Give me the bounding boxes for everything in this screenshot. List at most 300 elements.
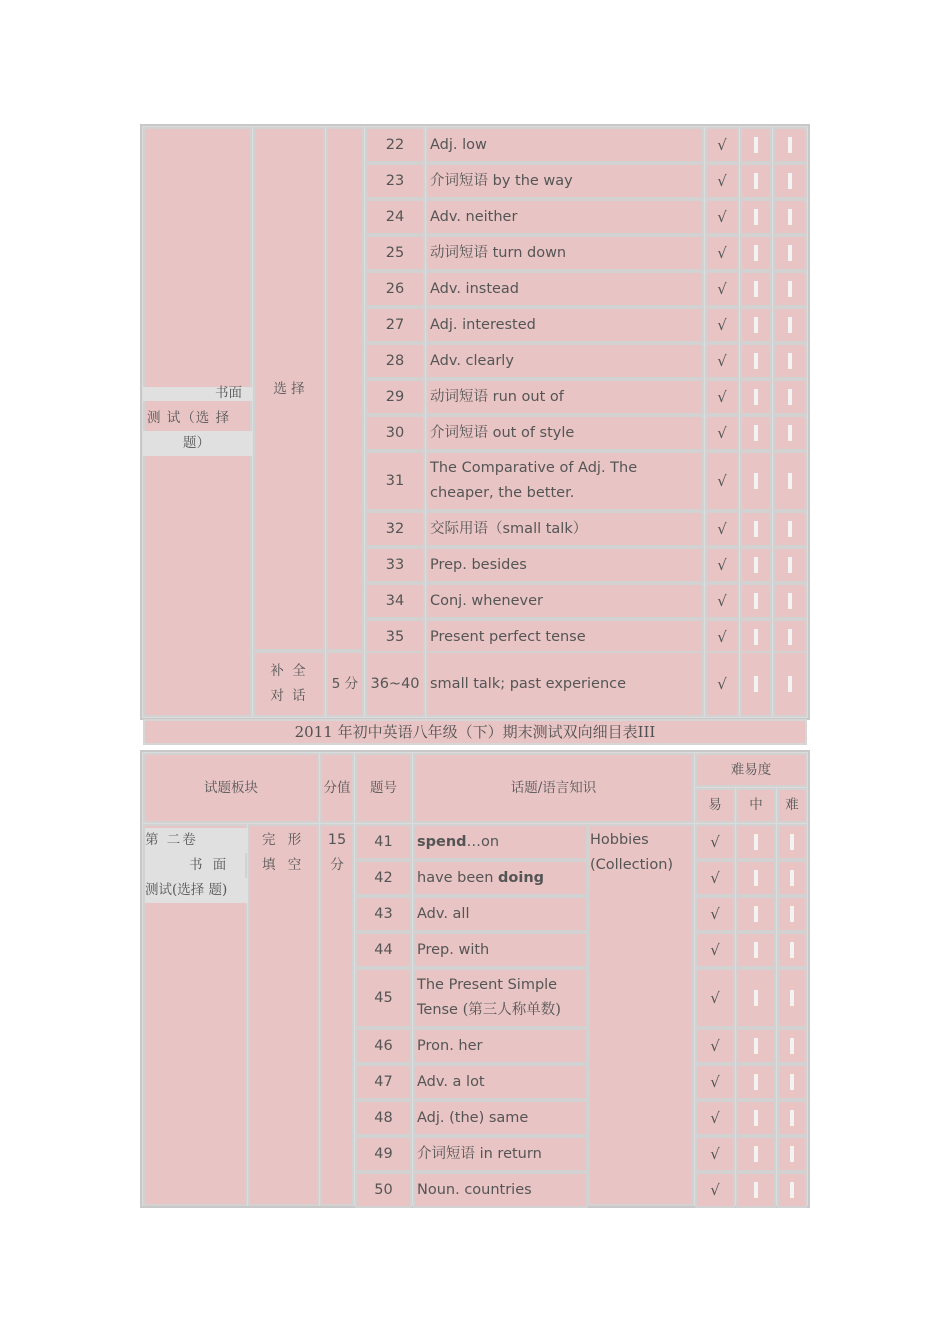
header-medium-label: 中 (749, 797, 763, 813)
empty-marker (788, 353, 792, 369)
number-cell (365, 163, 425, 199)
empty-marker (754, 1146, 758, 1162)
empty-marker (754, 521, 758, 537)
topic-cell (426, 379, 704, 415)
number-cell (365, 199, 425, 235)
question-number: 47 (374, 1073, 393, 1090)
topic-text (417, 1034, 482, 1059)
empty-marker (790, 942, 794, 958)
empty-marker (790, 1182, 794, 1198)
easy-cell (695, 860, 735, 896)
topic-cell (426, 511, 704, 547)
header-module-label: 试题板块 (204, 779, 258, 796)
check-mark: √ (710, 868, 720, 887)
empty-marker (754, 1038, 758, 1054)
check-mark: √ (717, 135, 727, 154)
empty-marker (754, 425, 758, 441)
medium-cell (740, 451, 772, 511)
question-number: 43 (374, 905, 393, 922)
empty-marker (754, 1074, 758, 1090)
topic-cell (413, 1064, 588, 1100)
medium-cell (740, 271, 772, 307)
topic-en: out of style (488, 424, 575, 441)
empty-marker (754, 834, 758, 850)
easy-cell (695, 1100, 735, 1136)
topic-cell (426, 547, 704, 583)
topic-text (430, 589, 543, 614)
score-cell-15 (320, 824, 354, 1206)
header-number-label: 题号 (370, 779, 397, 796)
empty-marker (790, 1074, 794, 1090)
check-mark: √ (717, 279, 727, 298)
check-mark: √ (717, 471, 727, 490)
medium-cell (736, 824, 776, 860)
empty-marker (754, 1182, 758, 1198)
topic-text (430, 241, 566, 266)
topic-cell (413, 1028, 588, 1064)
topic-cell (413, 1136, 588, 1172)
topic-pre: 介词短语 (417, 1145, 475, 1162)
number-cell (365, 235, 425, 271)
hard-cell (777, 932, 807, 968)
empty-marker (754, 353, 758, 369)
medium-cell (740, 511, 772, 547)
topic-cell (426, 307, 704, 343)
topic-cell (413, 932, 588, 968)
medium-cell (740, 163, 772, 199)
check-mark: √ (710, 988, 720, 1007)
easy-cell (695, 1172, 735, 1208)
medium-cell (736, 896, 776, 932)
topic-bold: spend (417, 833, 467, 850)
empty-marker (754, 557, 758, 573)
medium-cell (736, 932, 776, 968)
header-difficulty (695, 753, 807, 787)
question-number: 25 (385, 244, 405, 261)
question-number: 50 (374, 1181, 393, 1198)
fill-number: 36~40 (370, 675, 420, 692)
topic-cell (413, 1100, 588, 1136)
topic-cell (413, 896, 588, 932)
question-number: 32 (385, 520, 405, 537)
easy-cell (705, 127, 739, 163)
type-cell-cloze (248, 824, 319, 1206)
topic-pre: Adv. all (417, 905, 470, 922)
medium-cell (736, 860, 776, 896)
topic-cell (426, 127, 704, 163)
empty-marker (754, 629, 758, 645)
topic-text (430, 169, 573, 194)
topic-bold: doing (498, 869, 545, 886)
question-number: 28 (385, 352, 405, 369)
header-hard (777, 788, 807, 823)
check-mark: √ (710, 904, 720, 923)
empty-marker (788, 137, 792, 153)
header-difficulty-label: 难易度 (730, 761, 772, 778)
hard-cell (777, 824, 807, 860)
number-cell (365, 583, 425, 619)
check-mark: √ (717, 171, 727, 190)
hard-cell (773, 127, 807, 163)
number-cell (355, 932, 412, 968)
medium-cell (736, 1028, 776, 1064)
hard-cell (773, 343, 807, 379)
number-cell (355, 896, 412, 932)
header-module (143, 753, 319, 823)
check-mark: √ (717, 519, 727, 538)
fill-hard-cell (773, 651, 807, 717)
check-mark: √ (717, 674, 727, 693)
question-number: 31 (385, 472, 405, 489)
topic-pre: Adv. a lot (417, 1073, 485, 1090)
topic-text (417, 938, 489, 963)
easy-cell (705, 547, 739, 583)
check-mark: √ (710, 940, 720, 959)
question-number: 35 (385, 628, 405, 645)
question-number: 33 (385, 556, 405, 573)
header-medium (736, 788, 776, 823)
empty-marker (788, 209, 792, 225)
empty-marker (788, 281, 792, 297)
topic-text (430, 133, 487, 158)
fill-score-cell (326, 651, 364, 717)
section2-line-1: 第 二卷 (145, 828, 255, 853)
topic-cell (426, 199, 704, 235)
empty-marker (754, 942, 758, 958)
number-cell (365, 127, 425, 163)
empty-marker (754, 317, 758, 333)
easy-cell (705, 379, 739, 415)
check-mark: √ (717, 387, 727, 406)
empty-marker (754, 281, 758, 297)
question-number: 26 (385, 280, 405, 297)
question-number: 42 (374, 869, 393, 886)
medium-cell (736, 1136, 776, 1172)
empty-marker (788, 593, 792, 609)
hard-cell (773, 583, 807, 619)
number-cell (365, 271, 425, 307)
score2-line-1: 15 (327, 832, 347, 848)
topic-text (417, 1070, 485, 1095)
medium-cell (740, 583, 772, 619)
easy-cell (705, 163, 739, 199)
topic-pre: Pron. her (417, 1037, 483, 1054)
hard-cell (773, 511, 807, 547)
number-cell (355, 824, 412, 860)
topic-cell (426, 451, 704, 511)
header-number (355, 753, 412, 823)
score2-line-2: 分 (330, 857, 344, 873)
empty-marker (790, 906, 794, 922)
header-topic-label: 话题/语言知识 (510, 779, 597, 796)
hard-cell (777, 1100, 807, 1136)
topic-pre: The Present Simple Tense (417, 977, 558, 1018)
number-cell (355, 1028, 412, 1064)
score-cell-empty (326, 127, 364, 651)
empty-marker (790, 1146, 794, 1162)
fill-number-cell (365, 651, 425, 717)
easy-cell (695, 824, 735, 860)
hard-cell (773, 619, 807, 655)
header-easy-label: 易 (708, 797, 722, 813)
hard-cell (773, 379, 807, 415)
header-score (320, 753, 354, 823)
hard-cell (773, 451, 807, 511)
topic-group-line-2: (Collection) (590, 857, 674, 873)
topic-cell (426, 235, 704, 271)
topic-cell (426, 343, 704, 379)
number-cell (355, 860, 412, 896)
topic-text (417, 830, 499, 855)
type-select-label: 选 择 (273, 381, 305, 397)
easy-cell (705, 343, 739, 379)
topic-cell (426, 163, 704, 199)
medium-cell (736, 1064, 776, 1100)
topic-cell (426, 583, 704, 619)
number-cell (355, 1136, 412, 1172)
question-number: 24 (385, 208, 405, 225)
check-mark: √ (717, 243, 727, 262)
hard-cell (777, 968, 807, 1028)
check-mark: √ (717, 591, 727, 610)
medium-cell (740, 619, 772, 655)
topic-text (417, 866, 544, 891)
fill-topic-cell (426, 651, 704, 717)
number-cell (365, 379, 425, 415)
question-number: 41 (374, 833, 393, 850)
medium-cell (740, 379, 772, 415)
section-line-2: 测 试（选 择 (147, 410, 231, 426)
topic-group-line-1: Hobbies (590, 832, 649, 848)
fill-medium-cell (740, 651, 772, 717)
topic-pre: Noun. countries (417, 1181, 532, 1198)
header-hard-label: 难 (785, 797, 799, 813)
medium-cell (736, 1172, 776, 1208)
number-cell (355, 1100, 412, 1136)
topic-cn: 介词短语 (430, 172, 488, 189)
hard-cell (777, 860, 807, 896)
question-number: 30 (385, 424, 405, 441)
topic-post: …on (466, 833, 500, 850)
check-mark: √ (717, 207, 727, 226)
empty-marker (788, 521, 792, 537)
topic-group-cell (588, 824, 694, 1206)
topic-text (417, 902, 470, 927)
topic-en: Adv. clearly (430, 352, 514, 369)
hard-cell (777, 1172, 807, 1208)
medium-cell (740, 127, 772, 163)
empty-marker (788, 173, 792, 189)
empty-marker (754, 1110, 758, 1126)
hard-cell (777, 1136, 807, 1172)
fill-topic: small talk; past experience (430, 675, 627, 692)
question-number: 49 (374, 1145, 393, 1162)
hard-cell (773, 307, 807, 343)
medium-cell (736, 1100, 776, 1136)
topic-en: The Comparative of Adj. The cheaper, the better. (430, 460, 638, 501)
check-mark: √ (710, 1036, 720, 1055)
section-label (143, 381, 257, 456)
easy-cell (705, 583, 739, 619)
topic-text (417, 973, 582, 1023)
empty-marker (754, 473, 758, 489)
easy-cell (695, 1064, 735, 1100)
number-cell (365, 451, 425, 511)
empty-marker (788, 389, 792, 405)
question-number: 44 (374, 941, 393, 958)
medium-cell (740, 343, 772, 379)
empty-marker (790, 1038, 794, 1054)
medium-cell (736, 968, 776, 1028)
topic-text (430, 625, 586, 650)
topic-text (430, 313, 536, 338)
fill-type-line-1: 补 全 (270, 663, 308, 679)
question-number: 45 (374, 989, 393, 1006)
topic-en: small talk） (502, 520, 588, 537)
empty-marker (754, 173, 758, 189)
check-mark: √ (717, 423, 727, 442)
empty-marker (790, 834, 794, 850)
topic-cn: 动词短语 (430, 388, 488, 405)
topic-text (430, 456, 702, 506)
empty-marker (754, 870, 758, 886)
empty-marker (754, 906, 758, 922)
check-mark: √ (717, 351, 727, 370)
question-number: 46 (374, 1037, 393, 1054)
topic-en: run out of (488, 388, 564, 405)
number-cell (365, 547, 425, 583)
topic-text (430, 517, 587, 542)
hard-cell (777, 896, 807, 932)
empty-marker (788, 245, 792, 261)
check-mark: √ (710, 832, 720, 851)
empty-marker (754, 209, 758, 225)
topic-cell (426, 619, 704, 655)
empty-marker (790, 1110, 794, 1126)
empty-marker (788, 425, 792, 441)
question-number: 34 (385, 592, 405, 609)
hard-cell (773, 547, 807, 583)
topic-en: Adv. instead (430, 280, 520, 297)
fill-easy-cell (705, 651, 739, 717)
type-cell-select (253, 127, 325, 651)
empty-marker (754, 137, 758, 153)
check-mark: √ (710, 1108, 720, 1127)
easy-cell (705, 199, 739, 235)
topic-en: by the way (488, 172, 573, 189)
easy-cell (695, 932, 735, 968)
topic-cn: 交际用语（ (430, 520, 503, 537)
empty-marker (788, 473, 792, 489)
topic-pre: have been (417, 869, 499, 886)
number-cell (365, 415, 425, 451)
topic-text (417, 1106, 528, 1131)
topic-text (430, 553, 527, 578)
topic-en: Adj. low (430, 136, 487, 153)
question-number: 29 (385, 388, 405, 405)
easy-cell (695, 968, 735, 1028)
number-cell (355, 1172, 412, 1208)
table-caption (143, 719, 807, 745)
topic-en: Adj. interested (430, 316, 536, 333)
hard-cell (773, 235, 807, 271)
medium-cell (740, 307, 772, 343)
number-cell (365, 307, 425, 343)
topic-text (430, 385, 564, 410)
check-mark: √ (717, 555, 727, 574)
empty-marker (788, 629, 792, 645)
section-line-1: 书面 (215, 385, 242, 401)
medium-cell (740, 547, 772, 583)
number-cell (355, 1064, 412, 1100)
topic-cell (413, 1172, 588, 1208)
hard-cell (773, 271, 807, 307)
empty-marker (754, 245, 758, 261)
header-easy (695, 788, 735, 823)
check-mark: √ (710, 1072, 720, 1091)
hard-cell (777, 1028, 807, 1064)
section2-line-2: 书 面 (145, 853, 245, 878)
easy-cell (705, 415, 739, 451)
empty-marker (754, 990, 758, 1006)
question-number: 22 (385, 136, 405, 153)
section2-line-3: 测试(选择 题) (145, 878, 255, 903)
topic-text (430, 205, 517, 230)
fill-type-line-2: 对 话 (270, 688, 308, 704)
number-cell (365, 343, 425, 379)
hard-cell (773, 163, 807, 199)
easy-cell (705, 307, 739, 343)
fill-score: 5 分 (331, 675, 359, 692)
empty-marker (788, 557, 792, 573)
hard-cell (773, 415, 807, 451)
easy-cell (705, 511, 739, 547)
question-number: 23 (385, 172, 405, 189)
topic-en: Adv. neither (430, 208, 518, 225)
hard-cell (777, 1064, 807, 1100)
empty-marker (788, 317, 792, 333)
medium-cell (740, 199, 772, 235)
empty-marker (754, 593, 758, 609)
topic-text (417, 1178, 532, 1203)
topic-post: in return (475, 1145, 542, 1162)
header-score-label: 分值 (323, 779, 351, 796)
topic-pre: Adj. (the) same (417, 1109, 529, 1126)
topic-cn: 动词短语 (430, 244, 488, 261)
fill-type-cell (253, 651, 325, 717)
easy-cell (695, 896, 735, 932)
topic-cell (413, 860, 588, 896)
easy-cell (705, 271, 739, 307)
topic-text (430, 421, 574, 446)
topic-pre: Prep. with (417, 941, 490, 958)
question-number: 48 (374, 1109, 393, 1126)
check-mark: √ (717, 627, 727, 646)
topic-en: Prep. besides (430, 556, 527, 573)
easy-cell (705, 619, 739, 655)
number-cell (365, 619, 425, 655)
topic-text (430, 277, 519, 302)
section-cell-volume-2 (143, 824, 247, 1206)
question-number: 27 (385, 316, 405, 333)
easy-cell (695, 1028, 735, 1064)
easy-cell (705, 451, 739, 511)
topic-post: (第三人称单数) (462, 1002, 561, 1018)
topic-en: Conj. whenever (430, 592, 543, 609)
topic-cell (413, 824, 588, 860)
header-topic (413, 753, 694, 823)
number-cell (365, 511, 425, 547)
